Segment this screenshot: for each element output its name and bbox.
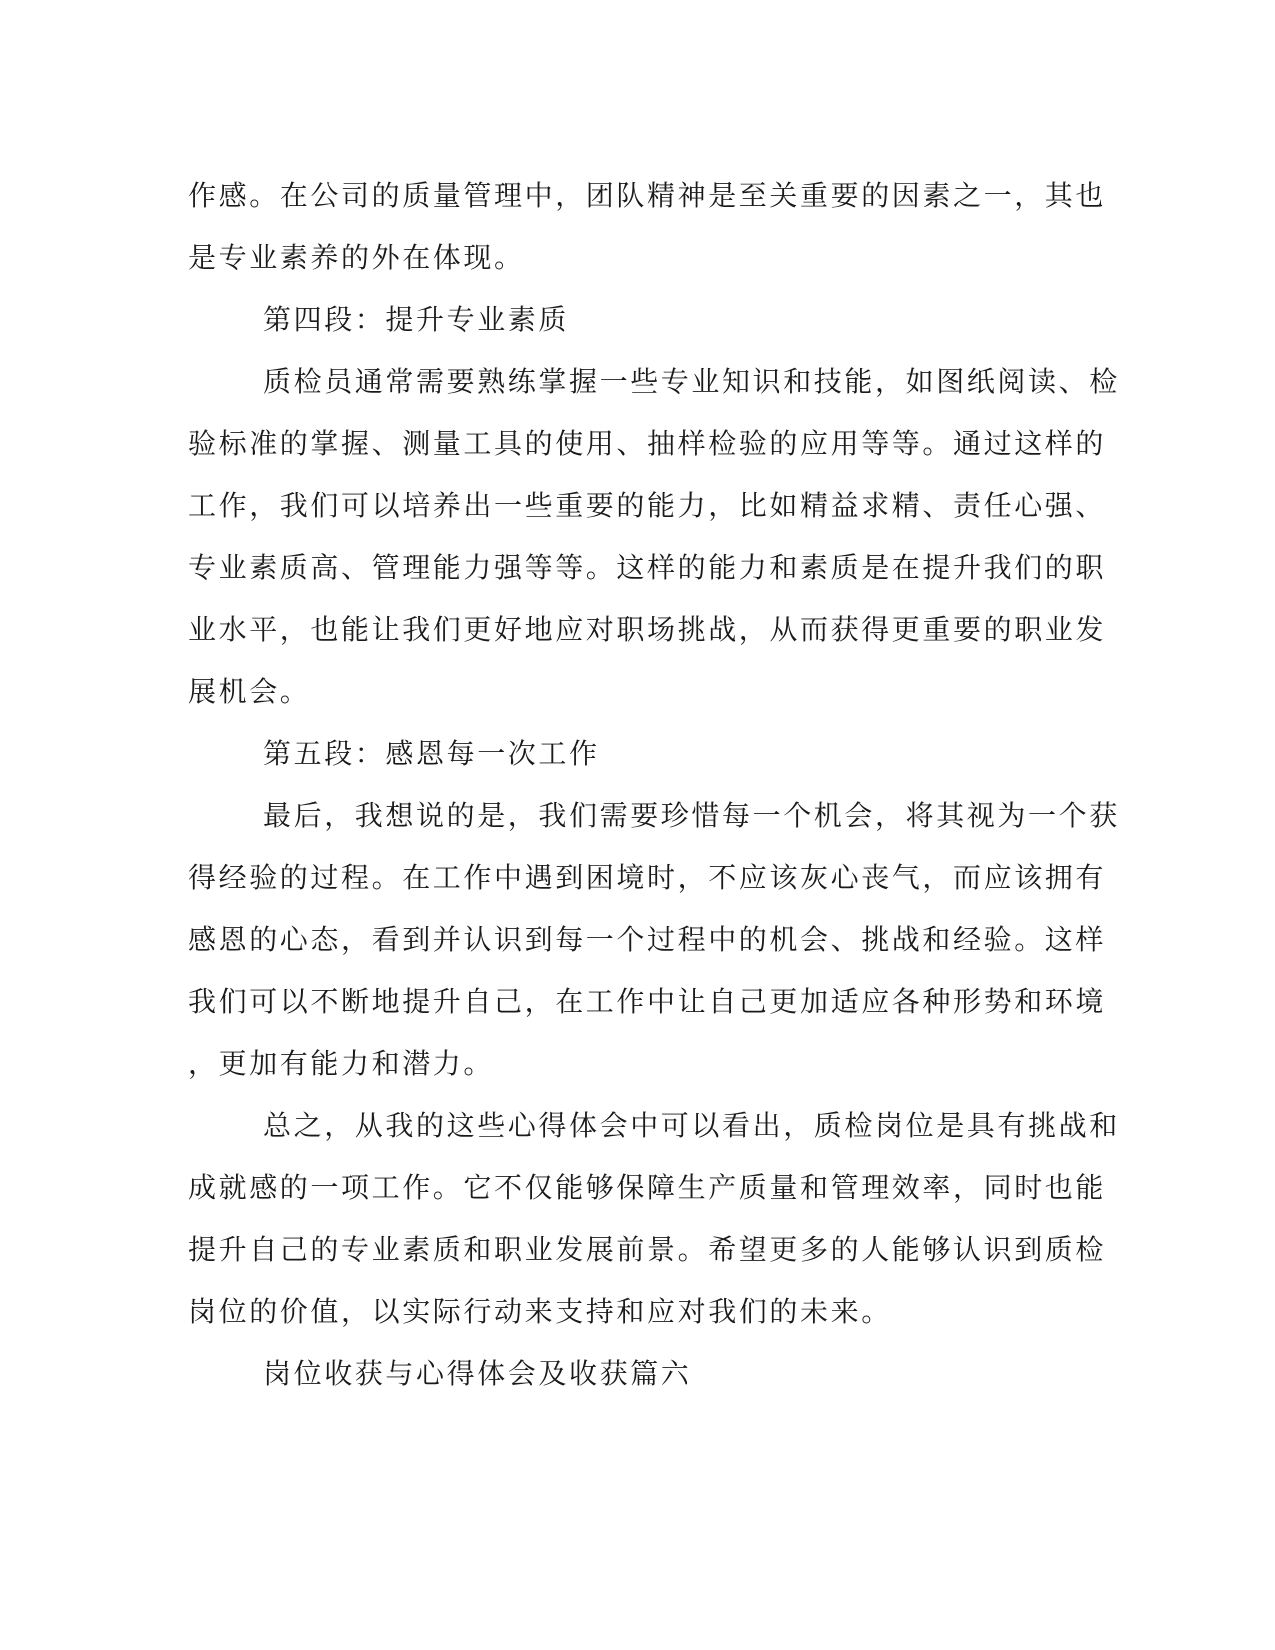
body-line: 工作，我们可以培养出一些重要的能力，比如精益求精、责任心强、	[188, 489, 1107, 522]
section-heading-5: 第五段：感恩每一次工作	[263, 737, 600, 770]
body-line: 感恩的心态，看到并认识到每一个过程中的机会、挑战和经验。这样	[188, 923, 1107, 956]
body-line: 提升自己的专业素质和职业发展前景。希望更多的人能够认识到质检	[188, 1233, 1107, 1266]
body-line: 质检员通常需要熟练掌握一些专业知识和技能，如图纸阅读、检	[263, 365, 1120, 398]
document-body	[188, 165, 1120, 1405]
body-line: 我们可以不断地提升自己，在工作中让自己更加适应各种形势和环境	[188, 985, 1107, 1018]
body-line: 验标准的掌握、测量工具的使用、抽样检验的应用等等。通过这样的	[188, 427, 1107, 460]
body-line: 业水平，也能让我们更好地应对职场挑战，从而获得更重要的职业发	[188, 613, 1107, 646]
section-heading-4: 第四段：提升专业素质	[263, 303, 570, 336]
body-line: 展机会。	[188, 675, 311, 708]
conclusion-line: 总之，从我的这些心得体会中可以看出，质检岗位是具有挑战和	[263, 1109, 1120, 1142]
body-line: 得经验的过程。在工作中遇到困境时，不应该灰心丧气，而应该拥有	[188, 861, 1107, 894]
body-line: 最后，我想说的是，我们需要珍惜每一个机会，将其视为一个获	[263, 799, 1120, 832]
body-line: 是专业素养的外在体现。	[188, 241, 525, 274]
next-article-title: 岗位收获与心得体会及收获篇六	[263, 1357, 692, 1390]
body-line: 成就感的一项工作。它不仅能够保障生产质量和管理效率，同时也能	[188, 1171, 1107, 1204]
body-line: 专业素质高、管理能力强等等。这样的能力和素质是在提升我们的职	[188, 551, 1107, 584]
body-line: ，更加有能力和潜力。	[188, 1047, 495, 1080]
body-line: 岗位的价值，以实际行动来支持和应对我们的未来。	[188, 1295, 892, 1328]
body-line: 作感。在公司的质量管理中，团队精神是至关重要的因素之一，其也	[188, 179, 1107, 212]
